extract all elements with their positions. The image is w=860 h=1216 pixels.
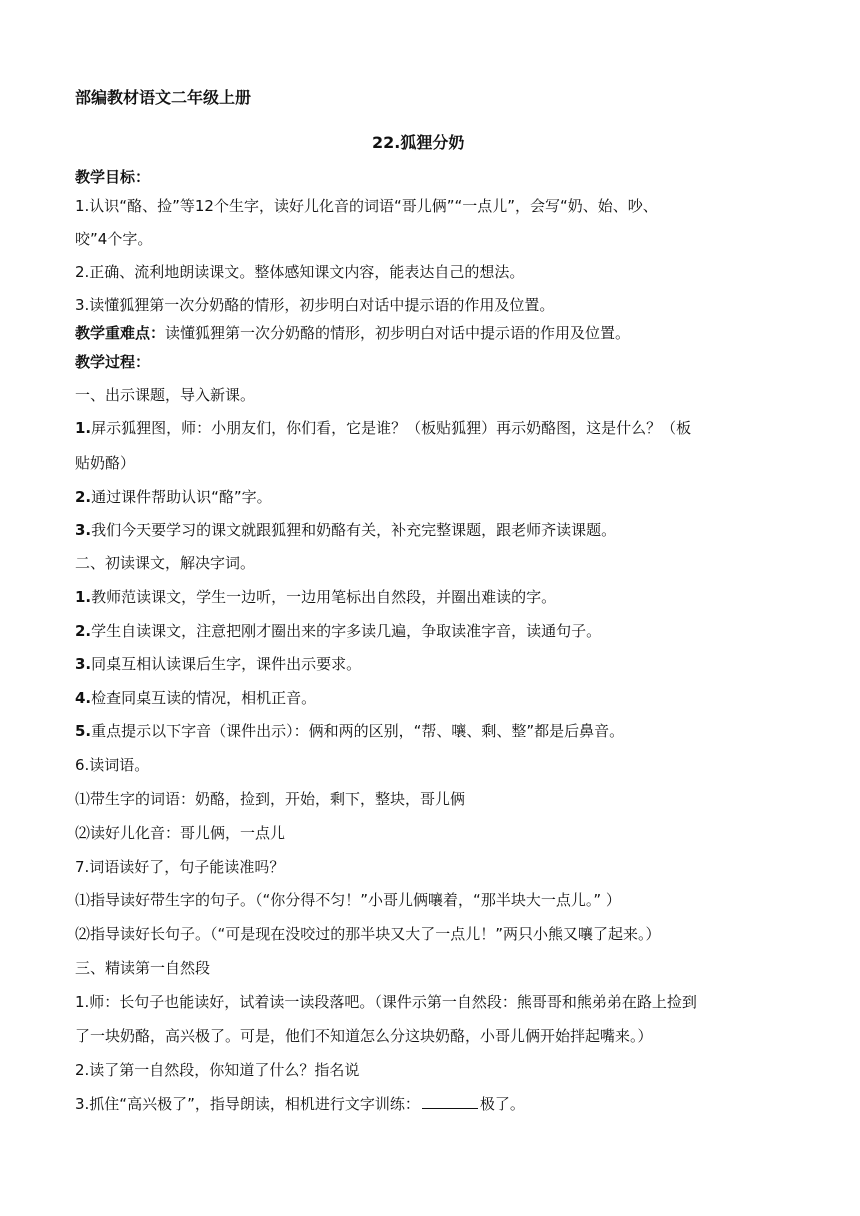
goals-heading: 教学目标：: [75, 168, 151, 186]
s2-item-2-num: 2.: [75, 622, 92, 640]
s2-item-3: [75, 654, 361, 674]
s2-item-5-num: 5.: [75, 722, 92, 740]
s2-item-7-sub-1: ⑴指导读好带生字的句子。（“你分得不匀！”小哥儿俩嚷着，“那半块大一点儿。” ）: [75, 891, 621, 909]
s3-item-3-text: 3.抓住“高兴极了”，指导朗读，相机进行文字训练：: [75, 1095, 420, 1113]
section-2-heading: 二、初读课文，解决字词。: [75, 554, 256, 572]
s1-item-2-num: 2.: [75, 488, 92, 506]
s1-item-1-num: 1.: [75, 419, 92, 437]
process-heading: 教学过程：: [75, 353, 151, 371]
s2-item-1: [75, 587, 556, 607]
key-points-label: 教学重难点：: [75, 324, 166, 342]
s1-item-3-num: 3.: [75, 521, 92, 539]
section-3-heading: 三、精读第一自然段: [75, 959, 211, 977]
goal-2: 2.正确、流利地朗读课文。整体感知课文内容，能表达自己的想法。: [75, 263, 525, 281]
goal-1-line-1: 1.认识“酪、捡”等12个生字，读好儿化音的词语“哥儿俩”“一点儿”，会写“奶、始、吵、: [75, 197, 658, 215]
key-points-text: 读懂狐狸第一次分奶酪的情形，初步明白对话中提示语的作用及位置。: [165, 324, 631, 342]
s2-item-4: [75, 688, 316, 708]
doc-header: 部编教材语文二年级上册: [75, 88, 252, 107]
s2-item-2-text: 学生自读课文，注意把刚才圈出来的字多读几遍，争取读准字音，读通句子。: [91, 622, 602, 640]
s2-item-5-text: 重点提示以下字音（课件出示）：俩和两的区别，“帮、嚷、剩、整”都是后鼻音。: [91, 722, 625, 740]
s1-item-2: [75, 487, 272, 507]
s2-item-1-num: 1.: [75, 588, 92, 606]
s3-item-3: [75, 1094, 525, 1114]
s3-item-1-line-2: 了一块奶酪，高兴极了。可是，他们不知道怎么分这块奶酪，小哥儿俩开始拌起嘴来。）: [75, 1027, 653, 1045]
s1-item-3: [75, 520, 616, 540]
section-1-heading: 一、出示课题，导入新课。: [75, 386, 256, 404]
s2-item-6: 6.读词语。: [75, 756, 150, 774]
s3-item-2: 2.读了第一自然段，你知道了什么？指名说: [75, 1061, 360, 1079]
s2-item-7: 7.词语读好了，句子能读准吗？: [75, 858, 285, 876]
s2-item-6-sub-2: ⑵读好儿化音：哥儿俩，一点儿: [75, 824, 286, 842]
s2-item-3-num: 3.: [75, 655, 92, 673]
s2-item-4-num: 4.: [75, 689, 92, 707]
s2-item-1-text: 教师范读课文，学生一边听，一边用笔标出自然段，并圈出难读的字。: [91, 588, 557, 606]
s1-item-1-line-2: 贴奶酪）: [75, 454, 136, 472]
s1-item-3-text: 我们今天要学习的课文就跟狐狸和奶酪有关，补充完整课题，跟老师齐读课题。: [91, 521, 617, 539]
goal-3: 3.读懂狐狸第一次分奶酪的情形，初步明白对话中提示语的作用及位置。: [75, 296, 555, 314]
s2-item-4-text: 检查同桌互读的情况，相机正音。: [91, 689, 317, 707]
key-points: [75, 323, 630, 343]
s2-item-6-sub-1: ⑴带生字的词语：奶酪，捡到，开始，剩下，整块，哥儿俩: [75, 790, 466, 808]
s2-item-3-text: 同桌互相认读课后生字，课件出示要求。: [91, 655, 362, 673]
s1-item-1-line-1: [75, 418, 691, 438]
fill-blank: [422, 1094, 478, 1109]
s2-item-5: [75, 721, 624, 741]
goal-1-line-2: 咬”4个字。: [75, 230, 153, 248]
s3-item-1-line-1: 1.师：长句子也能读好，试着读一读段落吧。（课件示第一自然段：熊哥哥和熊弟弟在路上捡到: [75, 993, 697, 1011]
s2-item-7-sub-2: ⑵指导读好长句子。（“可是现在没咬过的那半块又大了一点儿！”两只小熊又嚷了起来。）: [75, 925, 661, 943]
s3-item-3-suffix: 极了。: [479, 1095, 525, 1113]
s1-item-1-text: 屏示狐狸图，师：小朋友们，你们看，它是谁？（板贴狐狸）再示奶酪图，这是什么？（板: [91, 419, 692, 437]
s1-item-2-text: 通过课件帮助认识“酪”字。: [91, 488, 272, 506]
s2-item-2: [75, 621, 601, 641]
page-title: 22.狐狸分奶: [372, 133, 465, 152]
